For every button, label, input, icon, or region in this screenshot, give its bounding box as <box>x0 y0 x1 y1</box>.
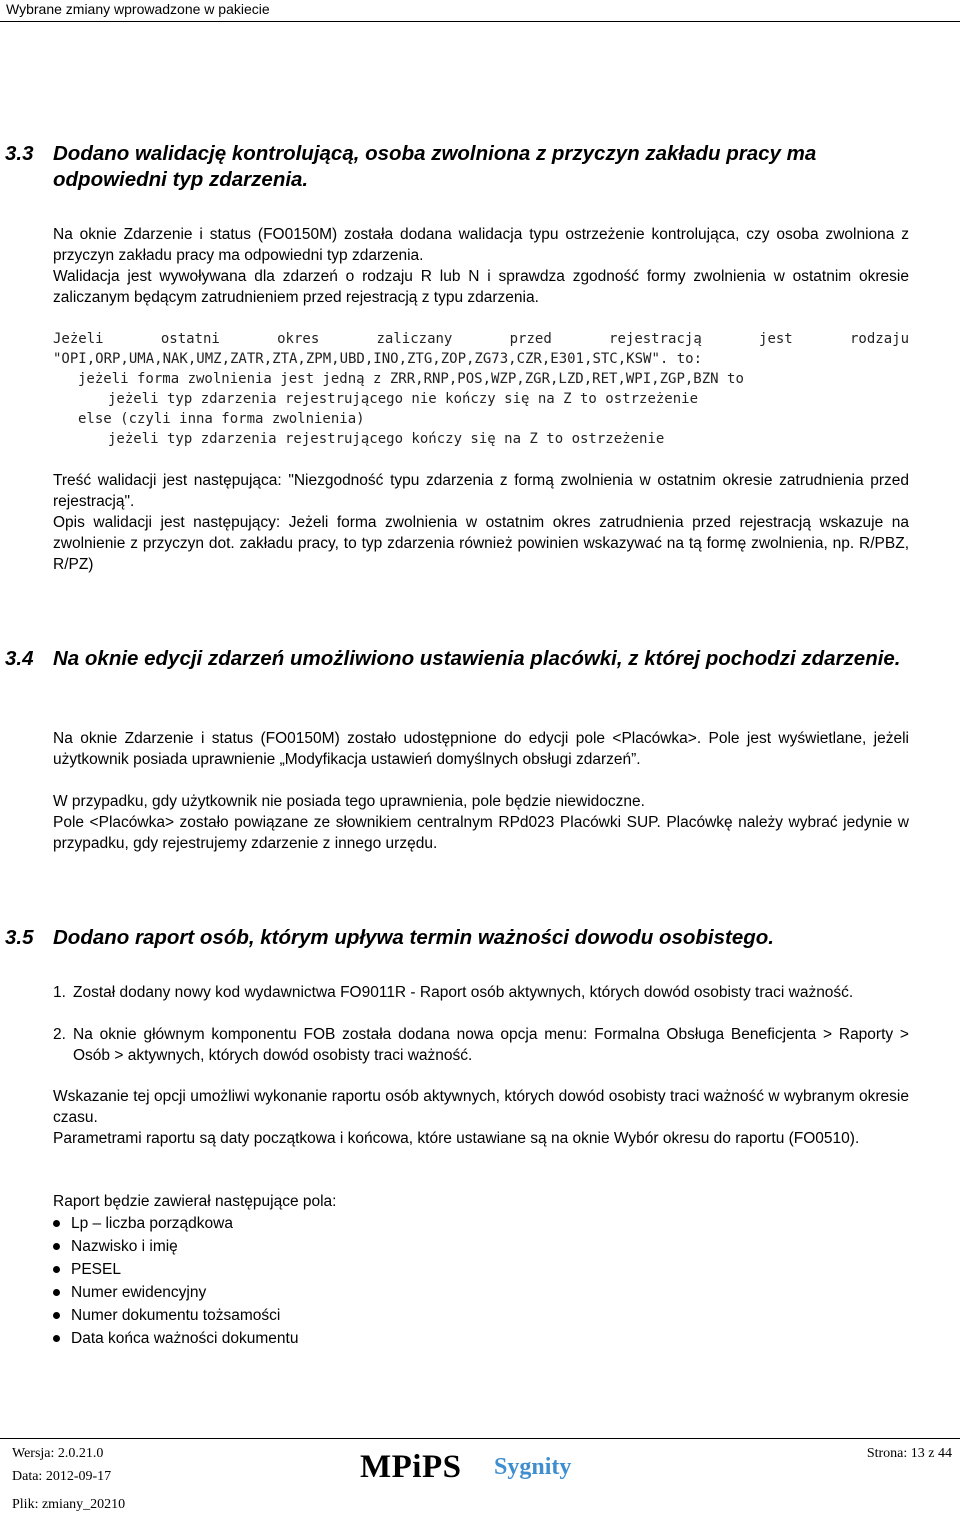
section-3-3-heading <box>5 141 910 193</box>
item-number: 1. <box>53 984 66 1001</box>
footer-divider <box>0 1438 960 1439</box>
section-3-3-paragraph-3: Treść walidacji jest następująca: "Niezgodność typu zdarzenia z formą zwolnienia w ostatnim okresie zatrudnienia przed rejestracją". <box>53 472 909 510</box>
section-3-4-heading <box>5 646 910 672</box>
section-number: 3.5 <box>5 926 34 949</box>
list-item-text: Nazwisko i imię <box>71 1238 178 1255</box>
bullet-icon <box>53 1266 60 1273</box>
section-title: Na oknie edycji zdarzeń umożliwiono ustawienia placówki, z której pochodzi zdarzenie. <box>53 647 901 670</box>
footer-version: Wersja: 2.0.21.0 <box>12 1446 104 1461</box>
running-header <box>0 0 960 22</box>
list-item <box>53 1258 653 1281</box>
section-title: Dodano walidację kontrolującą, osoba zwolniona z przyczyn zakładu pracy ma odpowiedni typ zdarzenia. <box>53 142 817 191</box>
bullet-icon <box>53 1312 60 1319</box>
bullet-icon <box>53 1335 60 1342</box>
list-item-text: Lp – liczba porządkowa <box>71 1215 233 1232</box>
footer-file: Plik: zmiany_20210 <box>12 1497 126 1512</box>
header-title: Wybrane zmiany wprowadzone w pakiecie <box>6 1 270 17</box>
code-line-3: jeżeli forma zwolnienia jest jedną z ZRR,RNP,POS,WZP,ZGR,LZD,RET,WPI,ZGP,BZN to <box>78 371 744 387</box>
code-line-4: jeżeli typ zdarzenia rejestrującego nie kończy się na Z to ostrzeżenie <box>108 391 699 407</box>
section-3-4-paragraph-1: Na oknie Zdarzenie i status (FO0150M) zostało udostępnione do edycji pole <Placówka>. Pole jest wyświetlane, jeżeli użytkownik posiada uprawnienie „Modyfikacja ustawień domyślnych obsługi zdarzeń”. <box>53 730 909 768</box>
code-line-5: else (czyli inna forma zwolnienia) <box>78 411 365 427</box>
bullet-icon <box>53 1220 60 1227</box>
list-item-text: PESEL <box>71 1261 121 1278</box>
section-title: Dodano raport osób, którym upływa termin ważności dowodu osobistego. <box>53 926 774 949</box>
list-item <box>53 1281 653 1304</box>
code-line-6: jeżeli typ zdarzenia rejestrującego kończy się na Z to ostrzeżenie <box>108 431 665 447</box>
section-3-3-paragraph-2: Walidacja jest wywoływana dla zdarzeń o rodzaju R lub N i sprawdza zgodność formy zwolnienia w ostatnim okresie zaliczanym będącym zatrudnieniem przed rejestracją z typu zdarzenia. <box>53 268 909 306</box>
section-number: 3.3 <box>5 142 34 165</box>
item-number: 2. <box>53 1026 66 1043</box>
bullet-icon <box>53 1243 60 1250</box>
numbered-item-1 <box>53 982 909 1003</box>
section-3-5-paragraph-2: Parametrami raportu są daty początkowa i końcowa, które ustawiane są na oknie Wybór okresu do raportu (FO0510). <box>53 1130 860 1147</box>
code-line-1: Jeżeli ostatni okres zaliczany przed rejestracją jest rodzaju <box>53 331 909 347</box>
item-text: Został dodany nowy kod wydawnictwa FO9011R - Raport osób aktywnych, których dowód osobisty traci ważność. <box>73 984 854 1001</box>
footer-page-number: Strona: 13 z 44 <box>866 1446 952 1461</box>
list-item <box>53 1212 653 1235</box>
numbered-item-2 <box>53 1024 909 1066</box>
list-item-text: Numer ewidencyjny <box>71 1284 207 1301</box>
section-number: 3.4 <box>5 647 34 670</box>
list-item <box>53 1235 653 1258</box>
code-line-2: "OPI,ORP,UMA,NAK,UMZ,ZATR,ZTA,ZPM,UBD,INO,ZTG,ZOP,ZG73,CZR,E301,STC,KSW". to: <box>53 351 703 367</box>
list-item-text: Data końca ważności dokumentu <box>71 1330 299 1347</box>
section-3-5-heading <box>5 925 910 951</box>
item-text: Na oknie głównym komponentu FOB została dodana nowa opcja menu: Formalna Obsługa Beneficjenta > Raporty > Osób > aktywnych, których dowód osobisty traci ważność. <box>73 1026 909 1064</box>
report-fields-list <box>53 1212 653 1350</box>
sygnity-logo: Sygnity <box>494 1454 572 1480</box>
section-3-4-paragraph-2: W przypadku, gdy użytkownik nie posiada tego uprawnienia, pole będzie niewidoczne. <box>53 793 645 810</box>
section-3-4-paragraph-3: Pole <Placówka> zostało powiązane ze słownikiem centralnym RPd023 Placówki SUP. Placówkę należy wybrać jedynie w przypadku, gdy rejestrujemy zdarzenie z innego urzędu. <box>53 814 909 852</box>
footer-date: Data: 2012-09-17 <box>12 1469 112 1484</box>
bullet-icon <box>53 1289 60 1296</box>
section-3-5-paragraph-3: Raport będzie zawierał następujące pola: <box>53 1193 337 1210</box>
section-3-3-paragraph-4: Opis walidacji jest następujący: Jeżeli forma zwolnienia w ostatnim okres zatrudnienia przed rejestracją wskazuje na zwolnienie z przyczyn dot. zakładu pracy, to typ zdarzenia również powinien wskazywać na tą formę zwolnienia, np. R/PBZ, R/PZ) <box>53 514 909 573</box>
list-item-text: Numer dokumentu tożsamości <box>71 1307 281 1324</box>
mpips-logo: MPiPS <box>360 1449 462 1485</box>
section-3-5-paragraph-1: Wskazanie tej opcji umożliwi wykonanie raportu osób aktywnych, których dowód osobisty traci ważność w wybranym okresie czasu. <box>53 1088 909 1126</box>
section-3-3-paragraph-1: Na oknie Zdarzenie i status (FO0150M) została dodana walidacja typu ostrzeżenie kontrolująca, czy osoba zwolniona z przyczyn zakładu pracy ma odpowiedni typ zdarzenia. <box>53 226 909 264</box>
list-item <box>53 1304 653 1327</box>
list-item <box>53 1327 653 1350</box>
